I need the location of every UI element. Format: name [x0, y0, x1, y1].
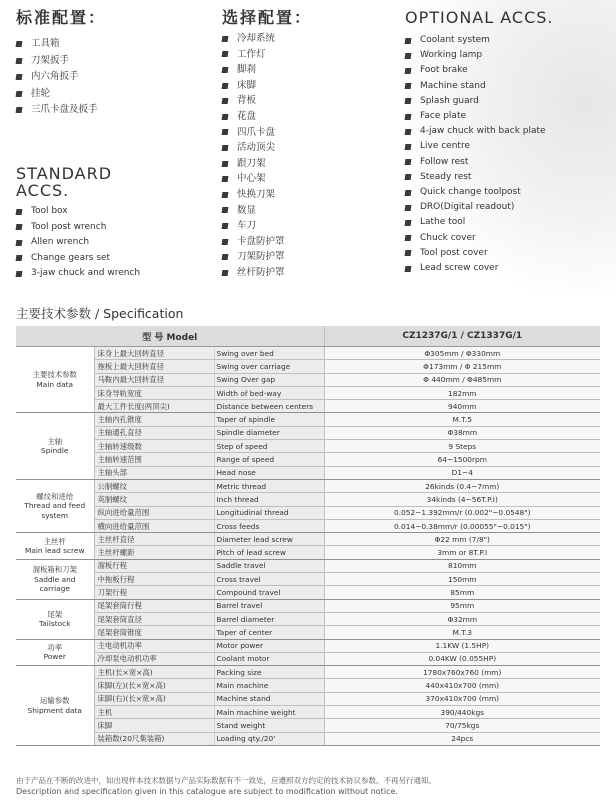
list-item	[222, 93, 285, 109]
list-item	[405, 63, 546, 78]
square-bullet-icon	[16, 224, 23, 230]
spec-param-en: Cross travel	[214, 573, 324, 586]
spec-param-cn: 主丝杆螺距	[94, 546, 214, 559]
list-item	[405, 170, 546, 185]
list-item-label: Working lamp	[420, 50, 483, 61]
list-item-label: 刀架防护罩	[237, 251, 285, 263]
spec-value: Φ 440mm / Φ485mm	[324, 373, 600, 386]
spec-group-label	[16, 666, 94, 746]
square-bullet-icon	[16, 74, 23, 80]
spec-value: 64~1500rpm	[324, 453, 600, 466]
square-bullet-icon	[16, 271, 23, 277]
square-bullet-icon	[16, 41, 23, 47]
spec-value: 26kinds (0.4~7mm)	[324, 479, 600, 492]
spec-row	[16, 440, 600, 453]
spec-value: 940mm	[324, 400, 600, 413]
square-bullet-icon	[405, 235, 412, 241]
spec-param-cn: 主机	[94, 706, 214, 719]
spec-param-en: Stand weight	[214, 719, 324, 732]
spec-value: Φ173mm / Φ 215mm	[324, 360, 600, 373]
spec-value: M.T.3	[324, 626, 600, 639]
spec-group-name-cn: 螺纹和进给	[36, 492, 74, 502]
spec-param-en: Coolant motor	[214, 652, 324, 665]
spec-group-name-en: Spindle	[41, 446, 69, 456]
spec-value: 182mm	[324, 386, 600, 399]
list-item	[405, 200, 546, 215]
spec-param-en: Compound travel	[214, 586, 324, 599]
list-item	[405, 215, 546, 230]
list-item-label: Machine stand	[420, 80, 486, 91]
spec-value: 95mm	[324, 599, 600, 612]
footnote-cn: 由于产品在不断的改进中，如出现样本技术数据与产品实际数据有不一致处，应遵照双方约定的技术协议参数。不再另行通知。	[16, 776, 436, 785]
list-item	[222, 78, 285, 94]
square-bullet-icon	[405, 266, 412, 272]
square-bullet-icon	[405, 114, 412, 120]
list-item-label: Live centre	[420, 141, 470, 152]
list-item-label: 3-jaw chuck and wrench	[31, 268, 141, 278]
spec-value: D1~4	[324, 466, 600, 479]
spec-param-cn: 主轴头部	[94, 466, 214, 479]
spec-row	[16, 692, 600, 705]
square-bullet-icon	[222, 254, 229, 260]
list-item-label: Lathe tool	[420, 217, 466, 228]
list-item-label: 跟刀架	[237, 157, 266, 169]
standard-en-heading-line2: ACCS.	[16, 180, 70, 200]
spec-param-cn: 尾架套筒行程	[94, 599, 214, 612]
list-item-label: Follow rest	[420, 156, 469, 167]
spec-group-label	[16, 479, 94, 532]
spec-param-en: Step of speed	[214, 440, 324, 453]
list-item	[405, 94, 546, 109]
spec-row	[16, 373, 600, 386]
list-item-label: 三爪卡盘及扳手	[31, 104, 98, 115]
list-item-label: 背板	[237, 95, 257, 107]
list-item-label: 花盘	[237, 110, 257, 122]
list-item	[16, 36, 98, 53]
spec-param-cn: 装箱数(20尺集装箱)	[94, 732, 214, 745]
list-item-label: 4-jaw chuck with back plate	[420, 126, 546, 137]
standard-cn-heading: 标准配置：	[16, 8, 107, 27]
square-bullet-icon	[405, 144, 412, 150]
optional-cn-list	[222, 31, 285, 281]
spec-row	[16, 453, 600, 466]
spec-param-cn: 尾架套筒直径	[94, 612, 214, 625]
square-bullet-icon	[405, 174, 412, 180]
standard-en-list	[16, 204, 140, 282]
spec-group-label	[16, 559, 94, 599]
square-bullet-icon	[16, 58, 23, 64]
list-item-label: 活动顶尖	[237, 142, 276, 154]
spec-row	[16, 466, 600, 479]
spec-group-label	[16, 347, 94, 413]
spec-param-cn: 拖板上最大回转直径	[94, 360, 214, 373]
spec-param-en: Taper of center	[214, 626, 324, 639]
spec-param-en: Machine stand	[214, 692, 324, 705]
square-bullet-icon	[222, 161, 229, 167]
spec-param-cn: 溜板行程	[94, 559, 214, 572]
spec-group-name-en: Tailstock	[38, 619, 71, 629]
spec-param-cn: 主轴内孔锥度	[94, 413, 214, 426]
list-item	[222, 265, 285, 281]
square-bullet-icon	[16, 91, 23, 97]
spec-row	[16, 546, 600, 559]
list-item-label: 卡盘防护罩	[237, 235, 285, 247]
square-bullet-icon	[16, 107, 23, 113]
spec-param-cn: 床身导轨宽度	[94, 386, 214, 399]
list-item-label: 床脚	[237, 79, 257, 91]
spec-row	[16, 666, 600, 679]
spec-param-en: Swing over carriage	[214, 360, 324, 373]
spec-param-en: Head nose	[214, 466, 324, 479]
spec-param-cn: 公制螺纹	[94, 479, 214, 492]
spec-row	[16, 719, 600, 732]
list-item	[405, 246, 546, 261]
spec-param-cn: 主丝杆直径	[94, 533, 214, 546]
spec-param-cn: 中拖板行程	[94, 573, 214, 586]
square-bullet-icon	[222, 145, 229, 151]
square-bullet-icon	[222, 192, 229, 198]
square-bullet-icon	[222, 223, 229, 229]
spec-header-model: 型 号 Model	[16, 326, 324, 347]
spec-row	[16, 679, 600, 692]
spec-param-en: Taper of spindle	[214, 413, 324, 426]
spec-param-en: Swing Over gap	[214, 373, 324, 386]
spec-param-en: Main machine	[214, 679, 324, 692]
list-item-label: 脚刹	[237, 64, 257, 76]
spec-value: 390/440kgs	[324, 706, 600, 719]
list-item	[16, 235, 140, 251]
spec-row	[16, 479, 600, 492]
spec-param-en: Range of speed	[214, 453, 324, 466]
spec-param-cn: 冷却泵电动机功率	[94, 652, 214, 665]
spec-value: 24pcs	[324, 732, 600, 745]
list-item-label: Allen wrench	[31, 237, 90, 247]
spec-row	[16, 732, 600, 745]
list-item	[222, 47, 285, 63]
spec-value: 85mm	[324, 586, 600, 599]
list-item	[16, 220, 140, 236]
square-bullet-icon	[405, 53, 412, 59]
spec-row	[16, 426, 600, 439]
spec-row	[16, 506, 600, 519]
spec-value: 440x410x700 (mm)	[324, 679, 600, 692]
list-item	[222, 249, 285, 265]
square-bullet-icon	[405, 205, 412, 211]
spec-value: Φ32mm	[324, 612, 600, 625]
spec-group-name-en: Thread and feed system	[24, 501, 86, 520]
spec-param-cn: 主轴通孔直径	[94, 426, 214, 439]
spec-param-cn: 主轴转速范围	[94, 453, 214, 466]
square-bullet-icon	[405, 250, 412, 256]
spec-value: 9 Steps	[324, 440, 600, 453]
list-item-label: Tool post wrench	[31, 221, 107, 232]
spec-param-en: Swing over bed	[214, 347, 324, 360]
square-bullet-icon	[222, 207, 229, 213]
spec-row	[16, 639, 600, 652]
list-item-label: Steady rest	[420, 171, 472, 182]
spec-row	[16, 652, 600, 665]
list-item	[405, 33, 546, 48]
square-bullet-icon	[222, 129, 229, 135]
list-item-label: Quick change toolpost	[420, 187, 521, 198]
list-item	[16, 69, 98, 86]
spec-group-name-en: Power	[43, 652, 66, 662]
square-bullet-icon	[405, 190, 412, 196]
spec-row	[16, 519, 600, 532]
spec-param-en: Barrel travel	[214, 599, 324, 612]
spec-group-name-en: Main lead screw	[24, 545, 85, 555]
square-bullet-icon	[222, 239, 229, 245]
spec-param-en: Packing size	[214, 666, 324, 679]
list-item-label: Splash guard	[420, 95, 479, 106]
spec-group-name-en: Saddle and carriage	[34, 574, 76, 593]
list-item	[16, 251, 140, 267]
spec-param-cn: 床脚(左)(长×宽×高)	[94, 679, 214, 692]
list-item-label: Coolant system	[420, 35, 490, 45]
square-bullet-icon	[16, 240, 23, 246]
list-item-label: 工作灯	[237, 48, 266, 60]
list-item	[222, 156, 285, 172]
spec-value: 1780x760x760 (mm)	[324, 666, 600, 679]
spec-group-name-en: Main data	[36, 379, 74, 389]
spec-title: 主要技术参数 / Specification	[16, 306, 184, 321]
spec-param-en: Distance between centers	[214, 400, 324, 413]
spec-header-value: CZ1237G/1 / CZ1337G/1	[324, 326, 600, 347]
list-item	[222, 203, 285, 219]
spec-param-en: Metric thread	[214, 479, 324, 492]
spec-param-cn: 床身上最大回转直径	[94, 347, 214, 360]
spec-param-cn: 主电动机功率	[94, 639, 214, 652]
list-item-label: 工具箱	[31, 38, 60, 49]
list-item-label: Change gears set	[31, 252, 111, 263]
spec-table	[16, 326, 600, 746]
spec-header-row	[16, 326, 600, 347]
spec-value: 3mm or 8T.P.I	[324, 546, 600, 559]
square-bullet-icon	[405, 68, 412, 74]
spec-value: 1.1KW (1.5HP)	[324, 639, 600, 652]
list-item	[405, 48, 546, 63]
list-item-label: Foot brake	[420, 65, 468, 76]
spec-param-cn: 尾架套筒锥度	[94, 626, 214, 639]
list-item-label: Lead screw cover	[420, 263, 499, 274]
spec-group-name-cn: 尾架	[47, 609, 63, 619]
spec-row	[16, 400, 600, 413]
spec-param-en: Main machine weight	[214, 706, 324, 719]
list-item	[222, 218, 285, 234]
spec-value: 0.014~0.38mm/r (0.00055"~0.015")	[324, 519, 600, 532]
list-item	[222, 62, 285, 78]
spec-param-cn: 横向进给量范围	[94, 519, 214, 532]
footnote-en: Description and specification given in this catalogue are subject to modification without notice.	[16, 787, 398, 796]
square-bullet-icon	[16, 209, 23, 215]
square-bullet-icon	[222, 36, 229, 42]
spec-param-en: Longitudinal thread	[214, 506, 324, 519]
spec-group-label	[16, 599, 94, 639]
list-item	[16, 86, 98, 103]
spec-row	[16, 559, 600, 572]
list-item-label: 丝杆防护罩	[237, 266, 285, 278]
square-bullet-icon	[222, 98, 229, 104]
spec-value: 34kinds (4~56T.P.I)	[324, 493, 600, 506]
list-item-label: 冷却系统	[237, 33, 276, 44]
spec-param-en: Inch thread	[214, 493, 324, 506]
list-item	[405, 261, 546, 276]
spec-param-en: Motor power	[214, 639, 324, 652]
spec-group-name-cn: 主要技术参数	[32, 370, 77, 380]
spec-group-name-cn: 主丝杆	[43, 536, 66, 546]
list-item-label: 挂轮	[31, 87, 51, 99]
spec-row	[16, 533, 600, 546]
list-item	[405, 109, 546, 124]
list-item	[16, 102, 98, 119]
square-bullet-icon	[222, 51, 229, 57]
list-item-label: 四爪卡盘	[237, 126, 276, 138]
list-item-label: 数显	[237, 204, 257, 216]
list-item	[405, 139, 546, 154]
spec-param-cn: 英制螺纹	[94, 493, 214, 506]
square-bullet-icon	[405, 38, 412, 44]
list-item-label: Chuck cover	[420, 232, 476, 243]
spec-row	[16, 360, 600, 373]
spec-param-en: Saddle travel	[214, 559, 324, 572]
list-item	[405, 231, 546, 246]
list-item-label: 刀架扳手	[31, 54, 70, 66]
spec-param-cn: 马鞍内最大回转直径	[94, 373, 214, 386]
list-item	[405, 79, 546, 94]
list-item	[222, 234, 285, 250]
standard-cn-list	[16, 36, 98, 119]
spec-param-en: Diameter lead screw	[214, 533, 324, 546]
spec-row	[16, 612, 600, 625]
spec-row	[16, 586, 600, 599]
square-bullet-icon	[16, 255, 23, 261]
spec-param-en: Width of bed-way	[214, 386, 324, 399]
spec-value: 0.04KW (0.055HP)	[324, 652, 600, 665]
spec-group-label	[16, 533, 94, 560]
spec-value: 70/75kgs	[324, 719, 600, 732]
square-bullet-icon	[222, 176, 229, 182]
spec-value: Φ38mm	[324, 426, 600, 439]
spec-param-cn: 主轴转速级数	[94, 440, 214, 453]
list-item	[222, 171, 285, 187]
square-bullet-icon	[222, 270, 229, 276]
spec-param-en: Cross feeds	[214, 519, 324, 532]
spec-row	[16, 599, 600, 612]
spec-group-name-cn: 运输参数	[39, 696, 70, 706]
spec-param-cn: 床脚	[94, 719, 214, 732]
optional-en-list	[405, 33, 546, 276]
list-item	[405, 185, 546, 200]
list-item	[16, 266, 140, 282]
standard-en-heading	[16, 166, 112, 200]
square-bullet-icon	[405, 220, 412, 226]
list-item	[222, 140, 285, 156]
spec-group-name-cn: 溜板箱和刀架	[32, 565, 77, 575]
list-item-label: Face plate	[420, 111, 467, 122]
spec-value: Φ305mm / Φ330mm	[324, 347, 600, 360]
spec-value: 810mm	[324, 559, 600, 572]
list-item-label: 车刀	[237, 220, 257, 232]
optional-cn-heading: 选择配置：	[222, 8, 313, 27]
spec-param-cn: 最大工件长度(两顶尖)	[94, 400, 214, 413]
spec-row	[16, 573, 600, 586]
square-bullet-icon	[405, 83, 412, 89]
spec-param-en: Pitch of lead screw	[214, 546, 324, 559]
spec-value: 150mm	[324, 573, 600, 586]
list-item-label: 内六角扳手	[31, 71, 79, 82]
list-item	[16, 53, 98, 70]
spec-row	[16, 626, 600, 639]
spec-group-name-cn: 主轴	[47, 436, 63, 446]
spec-row	[16, 386, 600, 399]
spec-group-name-en: Shipment data	[27, 705, 82, 715]
square-bullet-icon	[222, 114, 229, 120]
spec-param-en: Loading qty./20'	[214, 732, 324, 745]
list-item	[222, 125, 285, 141]
spec-param-cn: 纵向进给量范围	[94, 506, 214, 519]
list-item-label: 中心架	[237, 173, 266, 185]
spec-row	[16, 706, 600, 719]
list-item-label: Tool post cover	[420, 247, 488, 258]
spec-param-cn: 床脚(右)(长×宽×高)	[94, 692, 214, 705]
list-item	[222, 109, 285, 125]
spec-value: Φ22 mm (7/8")	[324, 533, 600, 546]
list-item	[16, 204, 140, 220]
square-bullet-icon	[405, 159, 412, 165]
list-item-label: DRO(Digital readout)	[420, 202, 515, 213]
square-bullet-icon	[222, 67, 229, 73]
list-item	[405, 124, 546, 139]
spec-param-en: Spindle diameter	[214, 426, 324, 439]
spec-param-en: Barrel diameter	[214, 612, 324, 625]
spec-value: 0.052~1.392mm/r (0.002"~0.0548")	[324, 506, 600, 519]
spec-row	[16, 493, 600, 506]
standard-en-heading-line1: STANDARD	[16, 164, 113, 183]
list-item	[222, 187, 285, 203]
spec-row	[16, 347, 600, 360]
list-item	[405, 155, 546, 170]
spec-value: M.T.5	[324, 413, 600, 426]
square-bullet-icon	[222, 83, 229, 89]
spec-param-cn: 刀架行程	[94, 586, 214, 599]
list-item-label: Tool box	[31, 206, 68, 216]
spec-row	[16, 413, 600, 426]
list-item	[222, 31, 285, 47]
spec-value: 370x410x700 (mm)	[324, 692, 600, 705]
optional-en-heading: OPTIONAL ACCS.	[405, 8, 554, 27]
spec-group-label	[16, 639, 94, 666]
square-bullet-icon	[405, 129, 412, 135]
square-bullet-icon	[405, 98, 412, 104]
spec-param-cn: 主机(长×宽×高)	[94, 666, 214, 679]
list-item-label: 快换刀架	[237, 188, 276, 200]
spec-group-label	[16, 413, 94, 479]
spec-group-name-cn: 功率	[47, 643, 63, 653]
